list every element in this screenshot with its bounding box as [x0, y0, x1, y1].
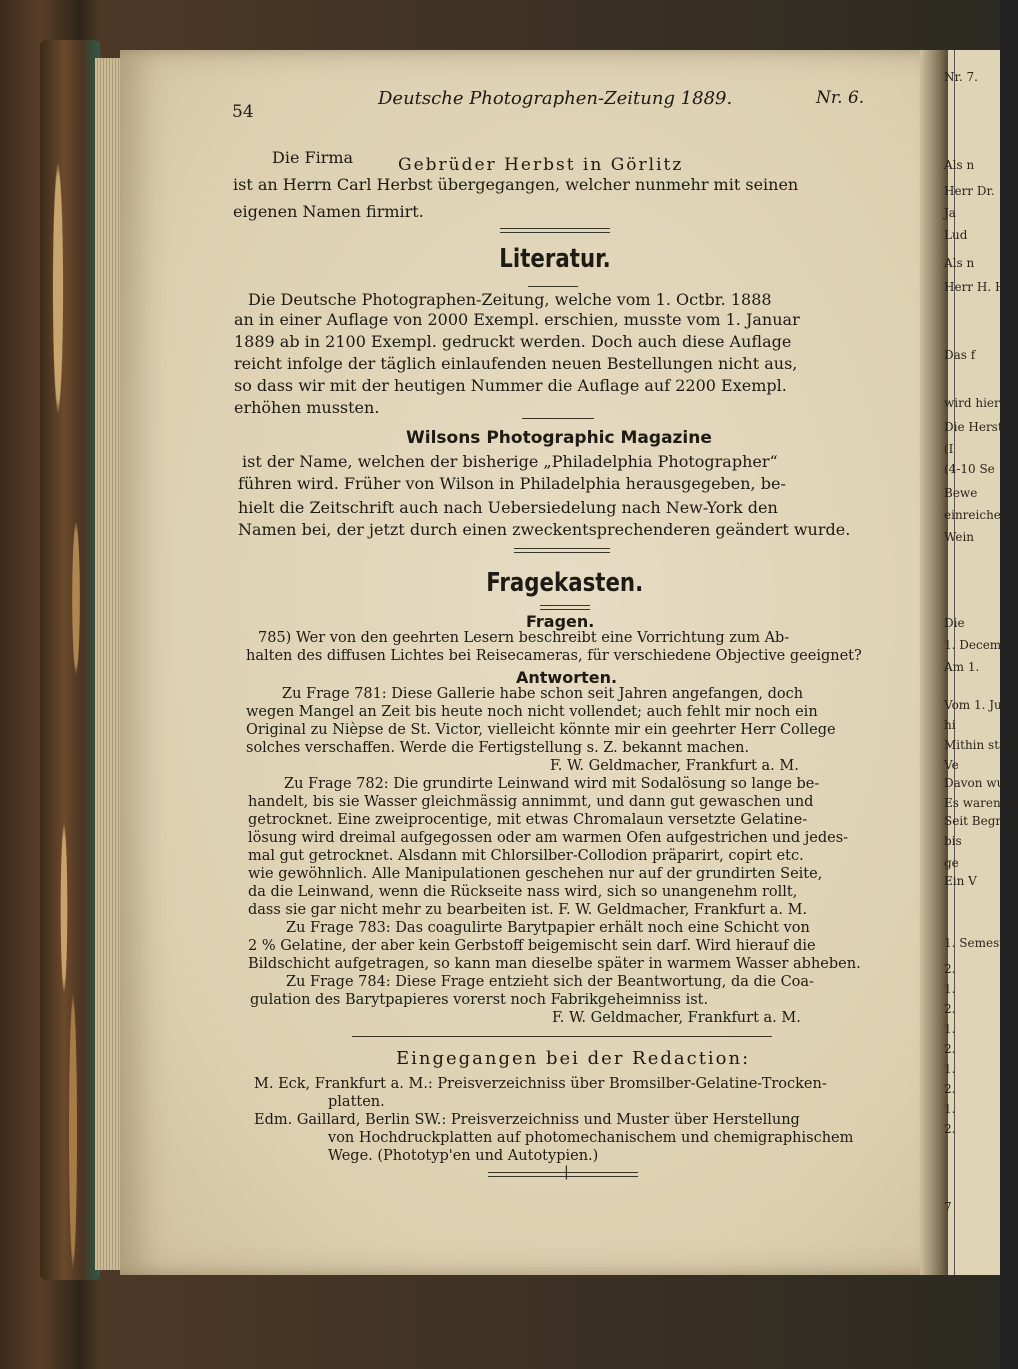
- page-number: 54: [232, 102, 254, 122]
- section-divider: [500, 228, 610, 233]
- literatur-line: reicht infolge der täglich einlaufenden neuen Bestellungen nicht aus,: [234, 354, 798, 373]
- antworten-heading: Antworten.: [516, 668, 618, 687]
- right-page-line: Die Herst: [944, 420, 1003, 434]
- antwort-782-line: getrocknet. Eine zweiprocentige, mit etwas Chromalaun versetzte Gelatine-: [248, 812, 808, 828]
- right-page-line: Ja: [944, 206, 956, 220]
- eingegangen-line: Edm. Gaillard, Berlin SW.: Preisverzeichniss und Muster über Herstellung: [254, 1112, 800, 1128]
- end-ornament-rule: [488, 1172, 638, 1177]
- firma-line: eigenen Namen firmirt.: [233, 202, 424, 221]
- right-page-line: Lud: [944, 228, 968, 242]
- right-page-line: 1.: [944, 1022, 956, 1036]
- antwort-784-line: Zu Frage 784: Diese Frage entzieht sich der Beantwortung, da die Coa-: [286, 974, 814, 990]
- fragen-heading: Fragen.: [526, 612, 595, 631]
- antwort-784-line: gulation des Barytpapieres vorerst noch Fabrikgeheimniss ist.: [250, 992, 709, 1008]
- right-page-line: Es waren ar: [944, 796, 1018, 810]
- wilson-line: Namen bei, der jetzt durch einen zweckentsprechenderen geändert wurde.: [238, 520, 851, 539]
- antwort-782-line: mal gut getrocknet. Alsdann mit Chlorsilber-Collodion präparirt, copirt etc.: [248, 848, 804, 864]
- wilson-line: ist der Name, welchen der bisherige „Philadelphia Photographer“: [242, 452, 778, 471]
- antwort-781-line: wegen Mangel an Zeit bis heute noch nicht vollendet; auch fehlt mir noch ein: [246, 704, 818, 720]
- antwort-782-line: lösung wird dreimal aufgegossen oder am warmen Ofen aufgestrichen und jedes-: [248, 830, 849, 846]
- firma-intro: Die Firma: [272, 148, 354, 167]
- antwort-781-line: Original zu Nièpse de St. Victor, vielleicht könnte mir ein geehrter Herr College: [246, 722, 836, 738]
- right-page-line: Wein: [944, 530, 975, 544]
- divider-short: [528, 286, 578, 287]
- wilson-line: führen wird. Früher von Wilson in Philadelphia herausgegeben, be-: [238, 474, 786, 493]
- right-page-line: 7: [944, 1200, 952, 1214]
- eingegangen-line: M. Eck, Frankfurt a. M.: Preisverzeichniss über Bromsilber-Gelatine-Trocken-: [254, 1076, 827, 1092]
- section-divider-long: [352, 1036, 772, 1037]
- antwort-782-line: dass sie gar nicht mehr zu bearbeiten ist. F. W. Geldmacher, Frankfurt a. M.: [248, 902, 808, 918]
- right-page-line: 1. Decem: [944, 638, 1002, 652]
- literatur-heading: Literatur.: [499, 244, 611, 274]
- right-page-line: Als n: [944, 256, 975, 270]
- antwort-783-line: 2 % Gelatine, der aber kein Gerbstoff beigemischt sein darf. Wird hierauf die: [248, 938, 816, 954]
- right-page-line: Ein V: [944, 874, 977, 888]
- right-page-line: (I: [944, 442, 954, 456]
- literatur-line: an in einer Auflage von 2000 Exempl. erschien, musste vom 1. Januar: [234, 310, 800, 329]
- eingegangen-line: von Hochdruckplatten auf photomechanischem und chemigraphischem: [328, 1130, 854, 1146]
- literatur-line: Die Deutsche Photographen-Zeitung, welche vom 1. Octbr. 1888: [248, 290, 772, 309]
- antwort-781-line: Zu Frage 781: Diese Gallerie habe schon seit Jahren angefangen, doch: [282, 686, 804, 702]
- right-page-line: Mithin stan: [944, 738, 1014, 752]
- firma-line: ist an Herrn Carl Herbst übergegangen, welcher nunmehr mit seinen: [233, 175, 799, 194]
- book-cover-marbled: [40, 40, 100, 1280]
- antwort-783-line: Bildschicht aufgetragen, so kann man dieselbe später in warmem Wasser abheben.: [248, 956, 861, 972]
- right-page-line: Nr. 7.: [944, 70, 978, 84]
- journal-title: Deutsche Photographen-Zeitung 1889.: [378, 88, 733, 109]
- issue-number: Nr. 6.: [816, 88, 865, 108]
- literatur-line: erhöhen mussten.: [234, 398, 380, 417]
- antwort-782-line: Zu Frage 782: Die grundirte Leinwand wird mit Sodalösung so lange be-: [284, 776, 820, 792]
- antwort-783-line: Zu Frage 783: Das coagulirte Barytpapier erhält noch eine Schicht von: [286, 920, 810, 936]
- eingegangen-line: Wege. (Phototyp'en und Autotypien.): [328, 1148, 599, 1164]
- antwort-782-line: handelt, bis sie Wasser gleichmässig annimmt, und dann gut gewaschen und: [248, 794, 814, 810]
- end-ornament-mark: |: [564, 1164, 569, 1180]
- right-page-line: hi: [944, 718, 956, 732]
- right-page-line: Am 1.: [944, 660, 980, 674]
- firma-name: Gebrüder Herbst in Görlitz: [398, 155, 684, 175]
- eingegangen-line: platten.: [328, 1094, 385, 1110]
- right-page-line: Davon wurd: [944, 776, 1018, 790]
- literatur-line: so dass wir mit der heutigen Nummer die Auflage auf 2200 Exempl.: [234, 376, 787, 395]
- frage-line: halten des diffusen Lichtes bei Reisecameras, für verschiedene Objective geeignet?: [246, 648, 862, 664]
- right-page-line: Seit Begrün: [944, 814, 1017, 828]
- literatur-heading-wrap: [480, 244, 630, 274]
- right-page-line: 1.: [944, 1062, 956, 1076]
- right-page-line: 1. Semeste: [944, 936, 1012, 950]
- literatur-line: 1889 ab in 2100 Exempl. gedruckt werden. Doch auch diese Auflage: [234, 332, 792, 351]
- antwort-782-line: da die Leinwand, wenn die Rückseite nass wird, sich so unangenehm rollt,: [248, 884, 798, 900]
- right-page-line: Herr H. H: [944, 280, 1006, 294]
- right-page-line: einreichen: [944, 508, 1009, 522]
- divider-short: [522, 418, 594, 419]
- fragekasten-heading: Fragekasten.: [486, 568, 644, 598]
- wilson-line: hielt die Zeitschrift auch nach Uebersiedelung nach New-York den: [238, 498, 778, 517]
- right-page-line: Herr Dr.: [944, 184, 995, 198]
- antwort-784-signature: F. W. Geldmacher, Frankfurt a. M.: [552, 1010, 801, 1026]
- right-page-line: 1.: [944, 1102, 956, 1116]
- fragekasten-heading-wrap: [470, 568, 650, 598]
- section-divider: [514, 548, 610, 553]
- frage-line: 785) Wer von den geehrten Lesern beschreibt eine Vorrichtung zum Ab-: [258, 630, 790, 646]
- right-page-line: 2.: [944, 962, 956, 976]
- wilson-heading: Wilsons Photographic Magazine: [406, 428, 712, 448]
- antwort-782-line: wie gewöhnlich. Alle Manipulationen geschehen nur auf der grundirten Seite,: [248, 866, 823, 882]
- right-page-line: 2.: [944, 1122, 956, 1136]
- divider-short: [540, 605, 590, 610]
- right-page-line: Das f: [944, 348, 976, 362]
- right-page-line: Als n: [944, 158, 975, 172]
- right-page-line: wird hiern: [944, 396, 1008, 410]
- right-page-line: Die: [944, 616, 965, 630]
- right-page-line: 2.: [944, 1002, 956, 1016]
- right-page-line: Ve: [944, 758, 959, 772]
- right-page-line: ge: [944, 856, 959, 870]
- antwort-781-signature: F. W. Geldmacher, Frankfurt a. M.: [550, 758, 799, 774]
- right-page-line: Vom 1. Juli: [944, 698, 1010, 712]
- right-page-line: bis: [944, 834, 962, 848]
- eingegangen-heading: Eingegangen bei der Redaction:: [396, 1048, 751, 1069]
- right-page-line: (4-10 Se: [944, 462, 995, 476]
- right-page-line: 2.: [944, 1042, 956, 1056]
- antwort-781-line: solches verschaffen. Werde die Fertigstellung s. Z. bekannt machen.: [246, 740, 750, 756]
- right-page-line: 1.: [944, 982, 956, 996]
- right-page-line: 2.: [944, 1082, 956, 1096]
- right-page-line: Bewe: [944, 486, 978, 500]
